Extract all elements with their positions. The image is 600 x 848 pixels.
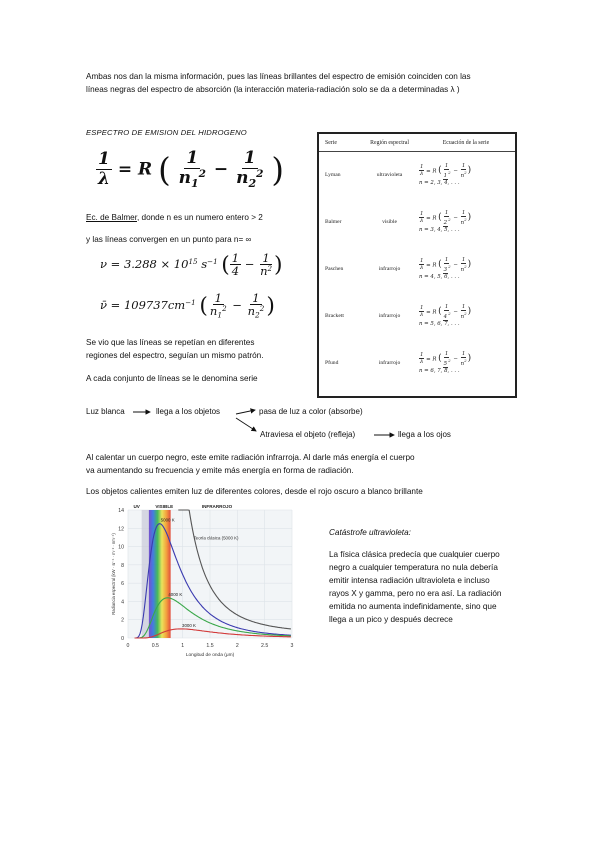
catastrophe-paragraph bbox=[329, 548, 521, 626]
wavenumber-formula: ν̄ = $109737cm^{-1}$ ( $\frac{1}{n_1^2}$ − $\frac{1}{n_2^2}$ ) bbox=[100, 291, 275, 320]
x-tick-label: 1.5 bbox=[206, 643, 214, 649]
cell-equation: $\frac{1}{\lambda}$ = R ( $\frac{1}{3^2}$ − $\frac{1}{n^2}$ ) n = 4, 5, 6, . . . bbox=[417, 246, 515, 293]
blackbody-paragraph bbox=[86, 451, 526, 477]
cell-serie: Brackett bbox=[325, 313, 344, 319]
header-equation: Ecuación de la serie bbox=[417, 134, 515, 151]
section-title: ESPECTRO DE EMISION DEL HIDROGENO bbox=[86, 128, 247, 137]
catastrophe-line-3: emitir intensa radiación ultravioleta e incluso bbox=[329, 576, 490, 585]
series-label: Teoría clásica (5000 K) bbox=[193, 535, 239, 541]
cell-serie: Pfund bbox=[325, 360, 339, 366]
region-label: INFRARROJO bbox=[201, 504, 233, 509]
catastrophe-title: Catástrofe ultravioleta: bbox=[329, 528, 411, 537]
y-tick-label: 0 bbox=[121, 636, 124, 642]
nubar-coefficient: ν̄ = 109737cm bbox=[100, 297, 186, 312]
repetition-line-1: Se vio que las líneas se repetían en diferentes bbox=[86, 338, 255, 347]
intro-line-1: Ambas nos dan la misma información, pues las líneas brillantes del espectro de emisión coinciden con las bbox=[86, 72, 471, 81]
arrow-to-absorb bbox=[236, 410, 255, 414]
region-label: VISIBLE bbox=[155, 504, 174, 509]
flow-step-2: pasa de luz a color (absorbe) bbox=[259, 407, 363, 416]
y-tick-label: 10 bbox=[118, 544, 124, 551]
cell-serie: Lyman bbox=[325, 172, 341, 178]
flow-step-1: llega a los objetos bbox=[156, 407, 221, 416]
x-tick-label: 2.5 bbox=[261, 643, 269, 649]
frequency-formula: $\nu = 3.288 \times 10^{15}$ $s^{-1}$ ( $\frac{1}{4}$ − $\frac{1}{n^2}$ ) bbox=[100, 251, 283, 279]
cell-equation: $\frac{1}{\lambda}$ = R ( $\frac{1}{2^2}$ − $\frac{1}{n^2}$ ) n = 3, 4, 5, . . . bbox=[417, 199, 515, 246]
catastrophe-line-6: llega a un pico y después decrece bbox=[329, 615, 453, 624]
nu-unit: s bbox=[201, 256, 208, 271]
series-label: 3000 K bbox=[182, 622, 196, 628]
cell-region: ultravioleta bbox=[376, 172, 403, 178]
cell-equation: $\frac{1}{\lambda}$ = R ( $\frac{1}{1^2}$ − $\frac{1}{n^2}$ ) n = 2, 3, 4, . . . bbox=[417, 151, 515, 199]
y-tick-label: 2 bbox=[121, 617, 124, 624]
repetition-line-2: regiones del espectro, seguían un mismo patrón. bbox=[86, 351, 264, 360]
flow-step-4: llega a los ojos bbox=[398, 430, 451, 439]
cell-region: infrarrojo bbox=[378, 360, 401, 366]
cell-m: 5 bbox=[443, 360, 448, 367]
x-tick-label: 2 bbox=[235, 643, 239, 649]
cell-m: 2 bbox=[443, 219, 448, 226]
rydberg-formula: $\frac{1}{\lambda}$ = R ( $\frac{1}{n_1^2}$ − $\frac{1}{n_2^2}$ ) bbox=[98, 148, 284, 190]
blackbody-chart bbox=[110, 501, 300, 666]
y-tick-label: 8 bbox=[121, 562, 124, 569]
y-axis-label: Radiancia espectral (kW · sr⁻¹ · m⁻² · nm⁻¹) bbox=[111, 533, 116, 615]
arrow-to-reflect bbox=[236, 418, 256, 431]
cell-region: infrarrojo bbox=[378, 266, 401, 272]
cell-region: infrarrojo bbox=[378, 313, 401, 319]
x-tick-label: 1 bbox=[181, 643, 185, 649]
y-tick-label: 6 bbox=[121, 581, 124, 588]
cell-serie: Balmer bbox=[325, 219, 342, 225]
cell-equation: $\frac{1}{\lambda}$ = R ( $\frac{1}{4^2}$ − $\frac{1}{n^2}$ ) n = 5, 6, 7, . . . bbox=[417, 293, 515, 340]
y-tick-label: 4 bbox=[121, 599, 124, 606]
catastrophe-line-1: La física clásica predecía que cualquier cuerpo bbox=[329, 550, 500, 559]
cell-n-values: n = 5, 6, 7, . . . bbox=[418, 320, 460, 327]
x-axis-label: Longitud de onda (μm) bbox=[185, 653, 235, 658]
x-tick-label: 3 bbox=[290, 643, 294, 649]
cell-equation: $\frac{1}{\lambda}$ = R ( $\frac{1}{5^2}$ − $\frac{1}{n^2}$ ) n = 6, 7, 8, . . . bbox=[417, 340, 515, 387]
cell-region: visible bbox=[382, 219, 397, 225]
cell-n-values: n = 6, 7, 8, . . . bbox=[418, 367, 460, 374]
series-note: A cada conjunto de líneas se le denomina serie bbox=[86, 374, 258, 383]
header-region: Región espectral bbox=[362, 134, 417, 151]
blackbody-line-2: va aumentando su frecuencia y emite más energía en forma de radiación. bbox=[86, 466, 354, 475]
cell-n-values: n = 4, 5, 6, . . . bbox=[418, 273, 460, 280]
region-label: UV bbox=[133, 504, 140, 509]
cell-m: 3 bbox=[443, 266, 448, 273]
catastrophe-line-5: emitida no aumenta indefinidamente, sino que bbox=[329, 602, 497, 611]
balmer-text: , donde n es un numero entero > 2 bbox=[136, 213, 263, 222]
x-tick-label: 0 bbox=[126, 643, 130, 649]
nu-coefficient: ν = 3.288 × 10 bbox=[100, 256, 189, 271]
intro-line-2: líneas negras del espectro de absorción (la interacción materia-radiación solo se da a determinadas λ ) bbox=[86, 85, 460, 94]
y-tick-label: 14 bbox=[118, 508, 124, 514]
series-label: 5000 K bbox=[160, 517, 175, 523]
nu-exponent: 15 bbox=[188, 256, 198, 266]
cell-n-values: n = 3, 4, 5, . . . bbox=[418, 226, 460, 233]
y-tick-label: 12 bbox=[118, 526, 124, 533]
blackbody-line-1: Al calentar un cuerpo negro, este emite radiación infrarroja. Al darle más energía el cuerpo bbox=[86, 453, 415, 462]
balmer-label: Ec. de Balmer bbox=[86, 213, 137, 222]
header-serie: Serie bbox=[319, 134, 362, 151]
catastrophe-line-2: negro a cualquier temperatura no nula debería bbox=[329, 563, 498, 572]
cell-n-values: n = 2, 3, 4, . . . bbox=[418, 179, 460, 186]
cell-serie: Paschen bbox=[325, 266, 344, 272]
flow-start: Luz blanca bbox=[86, 407, 125, 416]
cell-m: 1 bbox=[443, 172, 448, 179]
series-label: 4000 K bbox=[168, 591, 183, 597]
cell-m: 4 bbox=[443, 313, 448, 320]
convergence-note: y las líneas convergen en un punto para n= ∞ bbox=[86, 235, 252, 244]
flow-step-3: Atraviesa el objeto (refleja) bbox=[260, 430, 356, 439]
catastrophe-line-4: rayos X y gamma, pero no era así. La radiación bbox=[329, 589, 502, 598]
colors-paragraph: Los objetos calientes emiten luz de diferentes colores, desde el rojo oscuro a blanco brillante bbox=[86, 487, 423, 496]
x-tick-label: 0.5 bbox=[151, 643, 159, 649]
